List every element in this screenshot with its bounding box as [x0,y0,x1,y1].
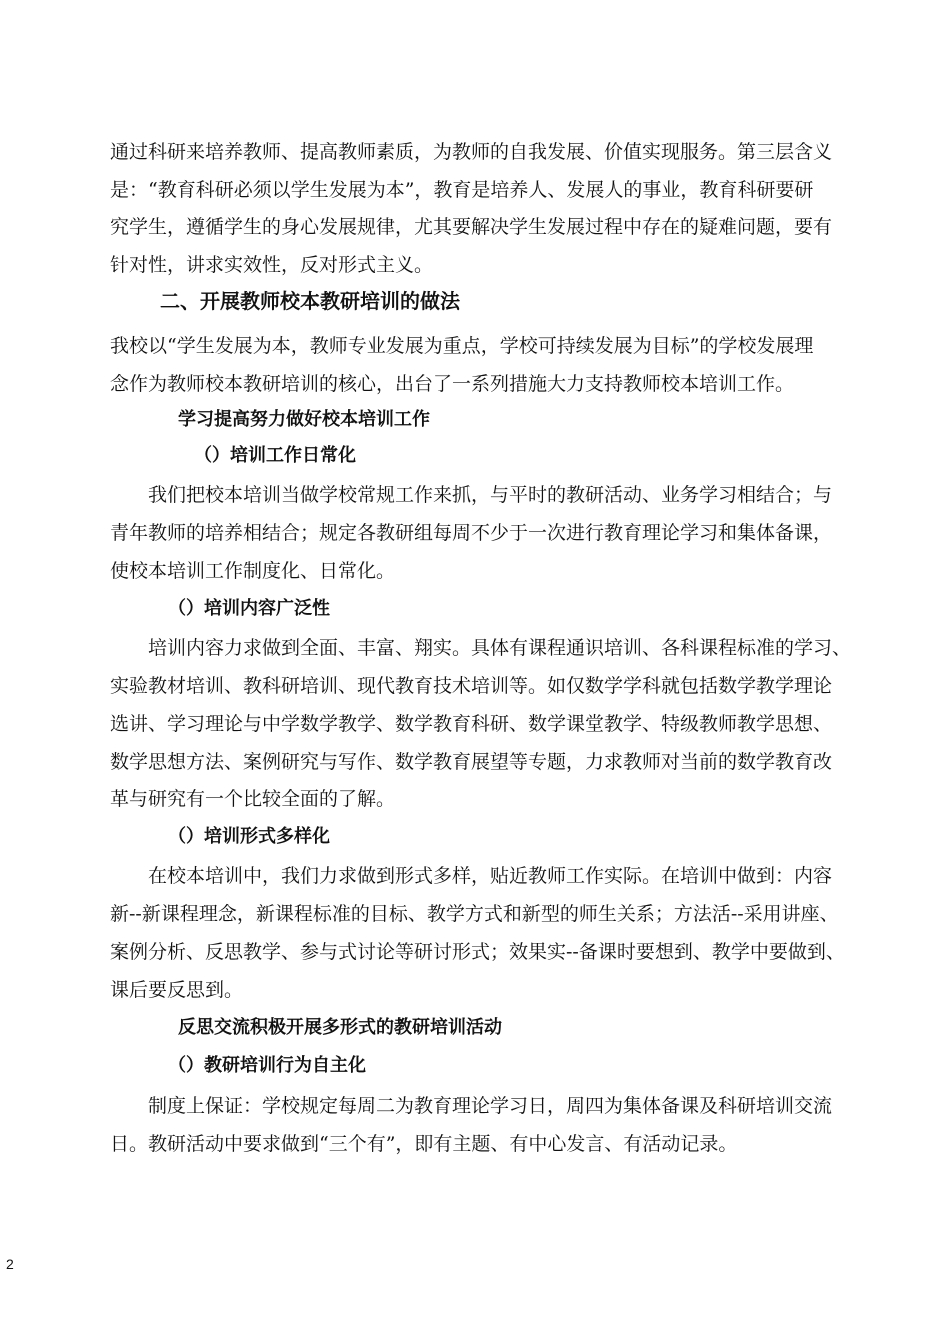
subsection-2-item-1-line-2: 日。教研活动中要求做到“三个有”，即有主题、有中心发言、有活动记录。 [110,1133,738,1155]
subsection-2-heading: 反思交流积极开展多形式的教研培训活动 [178,1017,502,1038]
item-1-line-1: 我们把校本培训当做学校常规工作来抓，与平时的教研活动、业务学习相结合；与 [148,484,833,506]
item-2-line-4: 数学思想方法、案例研究与写作、数学教育展望等专题，力求教师对当前的数学教育改 [110,751,833,773]
intro-line-2: 是：“教育科研必须以学生发展为本”，教育是培养人、发展人的事业，教育科研要研 [110,179,814,201]
item-3-line-3: 案例分析、反思教学、参与式讨论等研讨形式；效果实--备课时要想到、教学中要做到、 [110,941,845,963]
item-2-line-2: 实验教材培训、教科研培训、现代教育技术培训等。如仅数学学科就包括数学教学理论 [110,675,833,697]
item-3-line-2: 新--新课程理念，新课程标准的目标、教学方式和新型的师生关系；方法活--采用讲座、 [110,903,839,925]
subsection-2-item-1-line-1: 制度上保证：学校规定每周二为教育理论学习日，周四为集体备课及科研培训交流 [148,1095,833,1117]
section-two-heading: 二、开展教师校本教研培训的做法 [160,289,460,313]
section-two-intro-line-2: 念作为教师校本教研培训的核心，出台了一系列措施大力支持教师校本培训工作。 [110,373,795,395]
section-two-intro-line-1: 我校以“学生发展为本，教师专业发展为重点，学校可持续发展为目标”的学校发展理 [110,335,814,357]
item-2-heading: （）培训内容广泛性 [168,598,330,619]
intro-line-1: 通过科研来培养教师、提高教师素质，为教师的自我发展、价值实现服务。第三层含义 [110,141,833,163]
intro-line-4: 针对性，讲求实效性，反对形式主义。 [110,254,434,276]
item-1-line-2: 青年教师的培养相结合；规定各教研组每周不少于一次进行教育理论学习和集体备课， [110,522,833,544]
item-2-line-1: 培训内容力求做到全面、丰富、翔实。具体有课程通识培训、各科课程标准的学习、 [148,637,852,659]
item-3-line-1: 在校本培训中，我们力求做到形式多样，贴近教师工作实际。在培训中做到：内容 [148,865,833,887]
page-number: 2 [6,1256,14,1272]
subsection-1-heading: 学习提高努力做好校本培训工作 [178,409,430,430]
item-2-line-3: 选讲、学习理论与中学数学教学、数学教育科研、数学课堂教学、特级教师教学思想、 [110,713,833,735]
item-1-heading: （）培训工作日常化 [194,445,356,466]
item-1-line-3: 使校本培训工作制度化、日常化。 [110,560,396,582]
item-2-line-5: 革与研究有一个比较全面的了解。 [110,788,396,810]
intro-line-3: 究学生，遵循学生的身心发展规律，尤其要解决学生发展过程中存在的疑难问题，要有 [110,216,833,238]
subsection-2-item-1-heading: （）教研培训行为自主化 [168,1055,366,1076]
item-3-heading: （）培训形式多样化 [168,826,330,847]
item-3-line-4: 课后要反思到。 [110,979,244,1001]
